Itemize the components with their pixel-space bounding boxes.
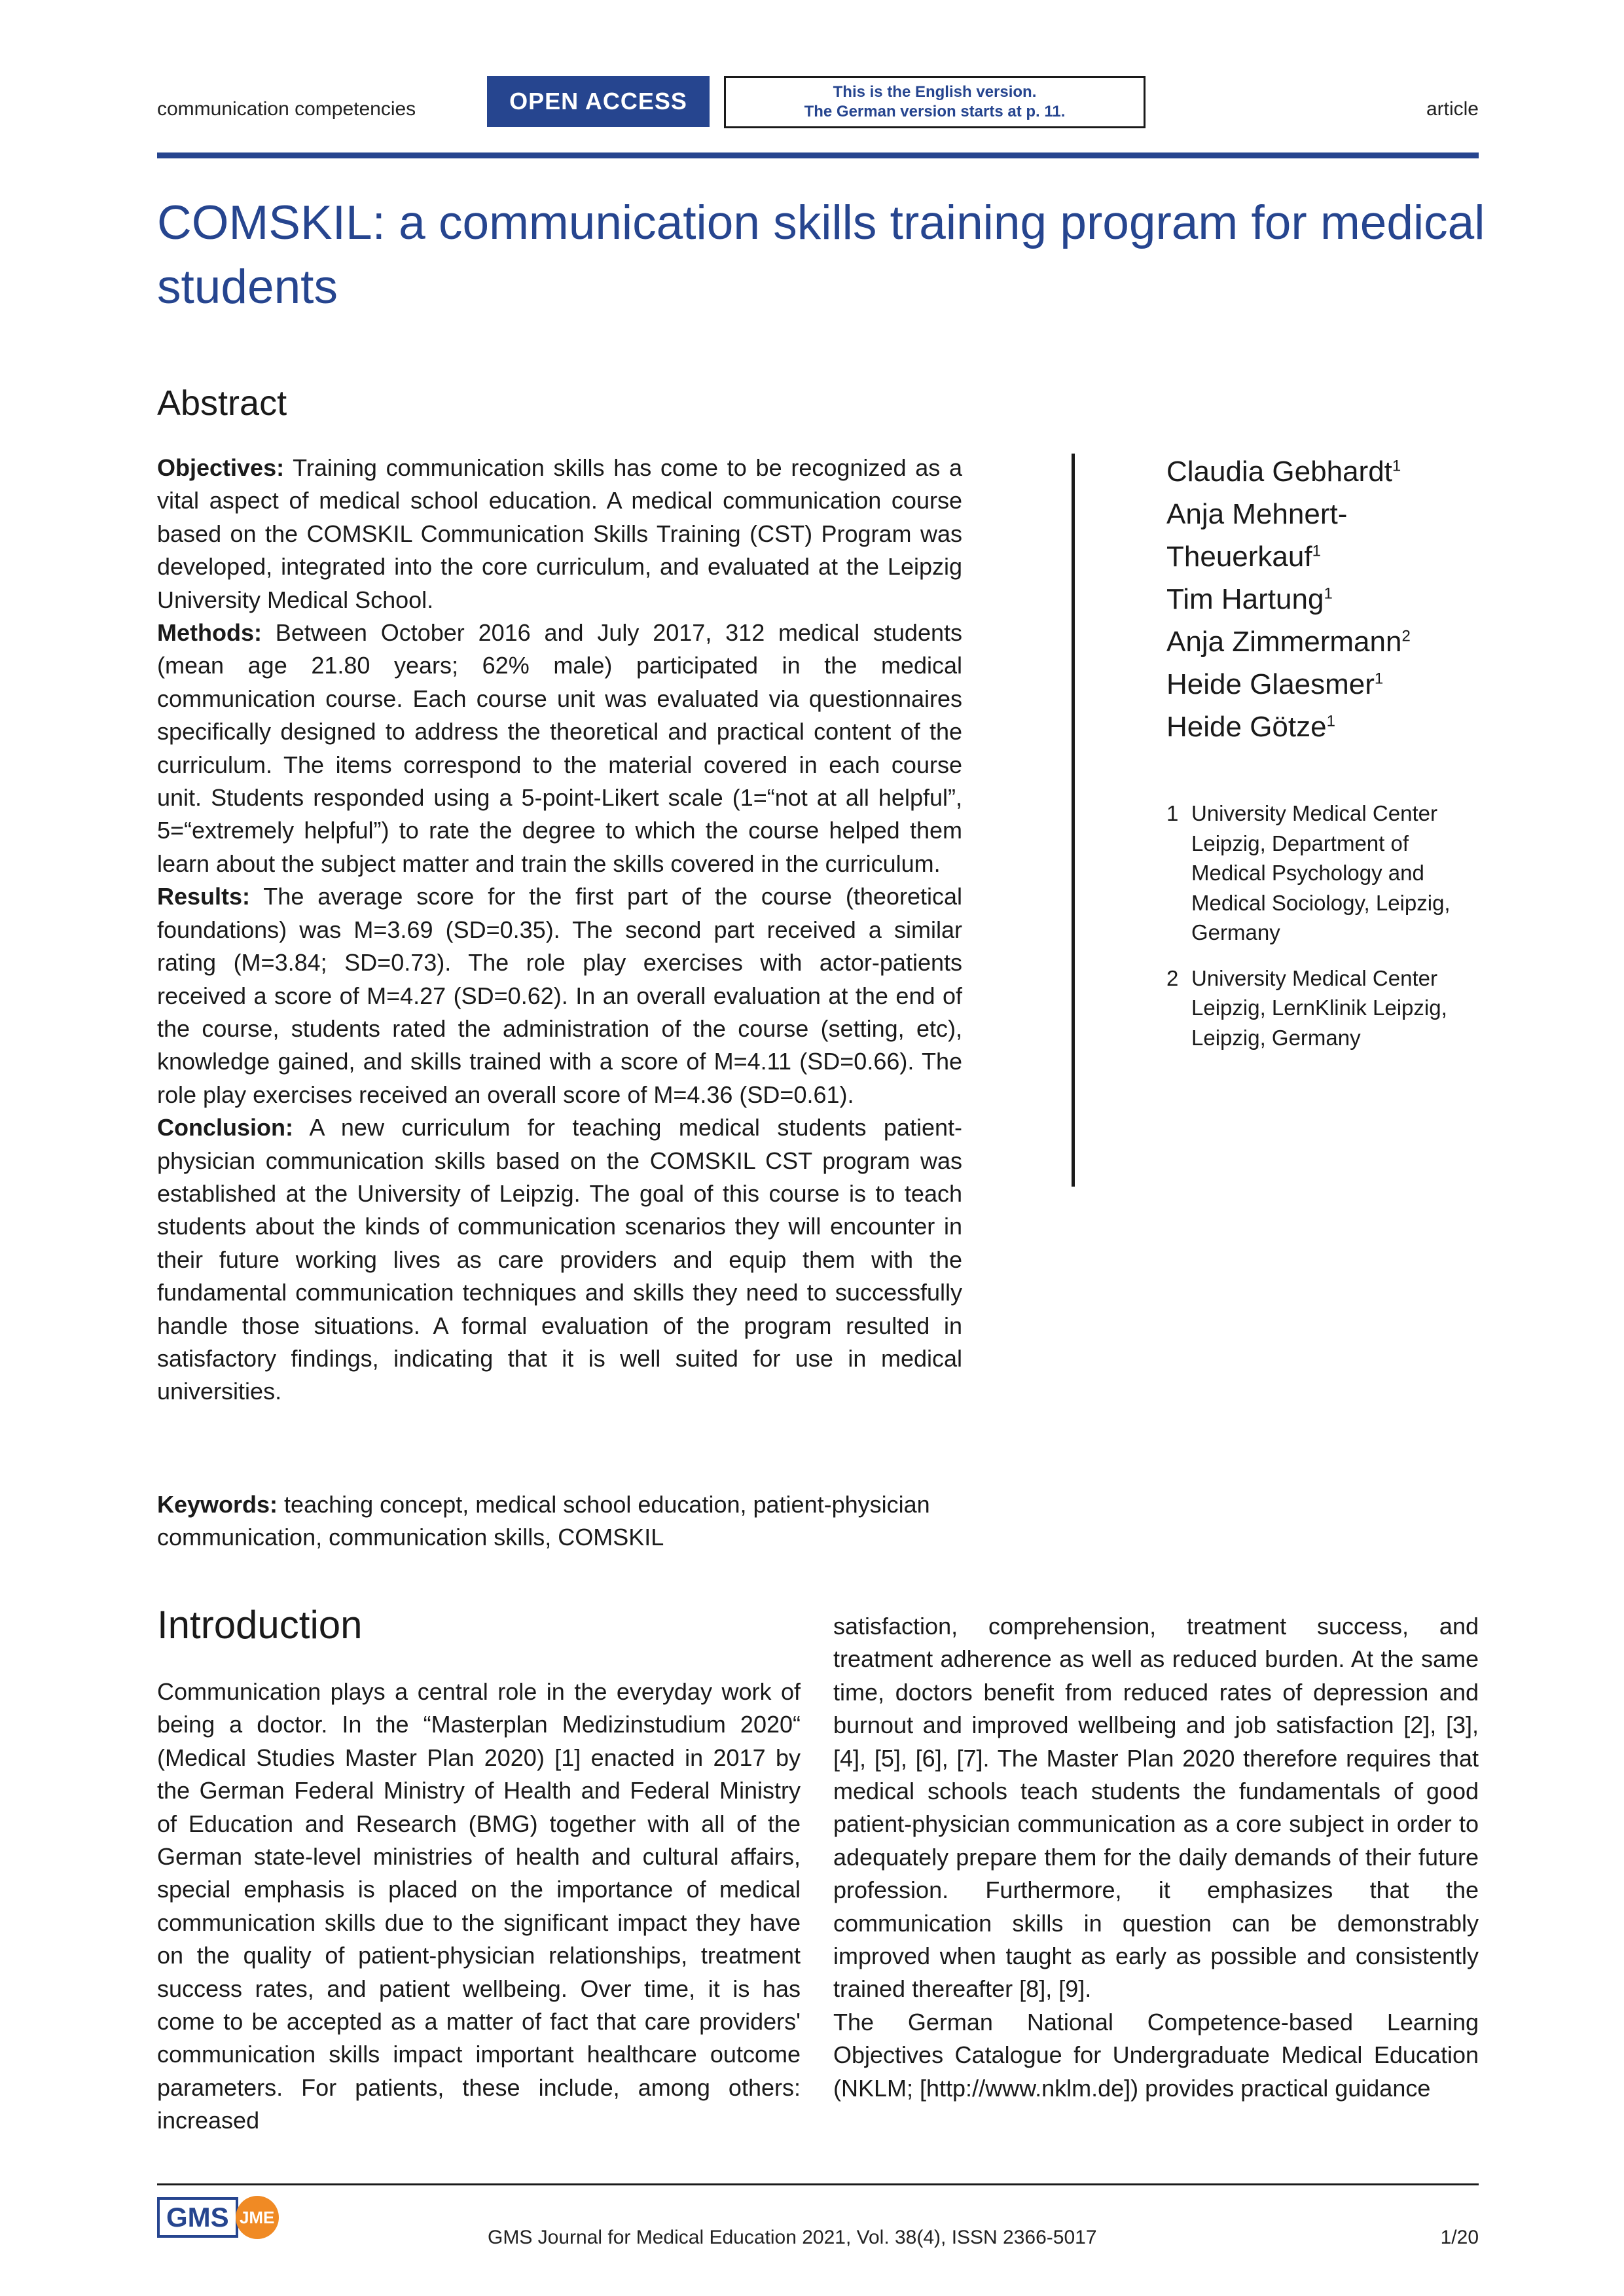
introduction-paragraph: The German National Competence-based Learning Objectives Catalogue for Undergraduate Medical Education (NKLM; [http://www.nklm.de]) provides practical guidance [833, 2008, 1479, 2102]
jme-logo-circle: JME [236, 2196, 279, 2239]
abstract-objectives-text: Training communication skills has come to be recognized as a vital aspect of medical school education. A medical communication course based on the COMSKIL Communication Skills Training (CST) Program was developed, integrated into the core curriculum, and evaluated at the Leipzig University Medical School. [157, 454, 962, 613]
abstract-methods-label: Methods: [157, 619, 262, 647]
article-title: COMSKIL: a communication skills training program for medical students [157, 196, 1485, 314]
abstract-methods-text: Between October 2016 and July 2017, 312 medical students (mean age 21.80 years; 62% male) participated in the medical communication course. Each course unit was evaluated via questionnaires specifically designed to address the theoretical and practical content of the curriculum. The items correspond to the material covered in each course unit. Students responded using a 5-point-Likert scale (1=“not at all helpful”, 5=“extremely helpful”) to rate the degree to which the course helped them learn about the subject matter and train the skills covered in the curriculum. [157, 619, 962, 877]
affiliation-item [1166, 798, 1481, 948]
abstract-side-rule [1072, 454, 1075, 1187]
abstract-conclusion [157, 1111, 962, 1408]
keywords-label: Keywords: [157, 1491, 278, 1518]
author-name: Tim Hartung [1166, 583, 1324, 615]
author-item [1166, 706, 1494, 748]
author-name: Heide Götze [1166, 711, 1327, 743]
author-name: Anja Mehnert-Theuerkauf [1166, 498, 1348, 573]
author-affiliation-mark: 1 [1392, 457, 1401, 475]
introduction-column-left [157, 1676, 801, 2138]
affiliation-text: University Medical Center Leipzig, Department of Medical Psychology and Medical Sociology, Leipzig, Germany [1191, 801, 1451, 944]
gms-logo-text: GMS [157, 2197, 238, 2238]
introduction-paragraph: satisfaction, comprehension, treatment success, and treatment adherence as well as reduced burden. At the same time, doctors benefit from reduced rates of depression and burnout and improved wellbeing and job satisfaction [2], [3], [4], [5], [6], [7]. The Master Plan 2020 therefore requires that medical schools teach students the fundamentals of good patient-physician communication as a core subject in order to adequately prepare them for the daily demands of their future profession. Furthermore, it emphasizes that the communication skills in question can be demonstrably improved when taught as early as possible and consistently trained thereafter [8], [9]. [833, 1613, 1479, 2003]
abstract-conclusion-label: Conclusion: [157, 1114, 293, 1141]
footer-journal-citation: GMS Journal for Medical Education 2021, Vol. 38(4), ISSN 2366-5017 [488, 2227, 1097, 2248]
keywords [157, 1488, 962, 1554]
abstract-results [157, 880, 962, 1111]
author-name: Claudia Gebhardt [1166, 456, 1392, 488]
abstract-objectives [157, 452, 962, 617]
author-affiliation-mark: 2 [1401, 627, 1411, 645]
introduction-heading: Introduction [157, 1603, 363, 1647]
language-notice [724, 76, 1146, 128]
introduction-column-right [833, 1610, 1479, 2105]
affiliation-text: University Medical Center Leipzig, LernKlinik Leipzig, Leipzig, Germany [1191, 965, 1447, 1050]
author-name: Anja Zimmermann [1166, 626, 1402, 658]
abstract-results-label: Results: [157, 883, 251, 910]
author-item [1166, 620, 1494, 663]
language-notice-line-2: The German version starts at p. 11. [804, 103, 1066, 120]
affiliation-list [1166, 798, 1481, 1068]
header-section-label: communication competencies [157, 98, 416, 120]
header-article-type: article [1426, 98, 1479, 120]
affiliation-number: 2 [1166, 965, 1179, 990]
introduction-paragraph: Communication plays a central role in the everyday work of being a doctor. In the “Masterplan Medizinstudium 2020“ (Medical Studies Master Plan 2020) [1] enacted in 2017 by the German Federal Ministry of Health and Federal Ministry of Education and Research (BMG) together with all of the German state-level ministries of health and cultural affairs, special emphasis is placed on the importance of medical communication skills due to the significant impact they have on the quality of patient-physician relationships, treatment success rates, and patient wellbeing. Over time, it is has come to be accepted as a matter of fact that care providers' communication skills impact important healthcare outcome parameters. For patients, these include, among others: increased [157, 1678, 801, 2134]
header-rule [157, 152, 1479, 158]
keywords-text: teaching concept, medical school education, patient-physician communication, communication skills, COMSKIL [157, 1491, 930, 1551]
abstract-objectives-label: Objectives: [157, 454, 285, 481]
abstract-conclusion-text: A new curriculum for teaching medical students patient-physician communication skills based on the COMSKIL CST program was established at the University of Leipzig. The goal of this course is to teach students about the kinds of communication scenarios they will encounter in their future working lives as care providers and equip them with the fundamental communication techniques and skills they need to successfully handle those situations. A formal evaluation of the program resulted in satisfactory findings, indicating that it is well suited for use in medical universities. [157, 1114, 962, 1405]
author-name: Heide Glaesmer [1166, 668, 1375, 700]
abstract-body [157, 452, 962, 1408]
abstract-heading: Abstract [157, 384, 287, 423]
author-item [1166, 578, 1494, 620]
author-affiliation-mark: 1 [1374, 670, 1384, 688]
author-affiliation-mark: 1 [1324, 584, 1333, 603]
footer-rule [157, 2183, 1479, 2185]
abstract-results-text: The average score for the first part of the course (theoretical foundations) was M=3.69 (SD=0.35). The second part received a similar rating (M=3.84; SD=0.73). The role play exercises with actor-patients received a score of M=4.27 (SD=0.62). In an overall evaluation at the end of the course, students rated the administration of the course (setting, etc), knowledge gained, and skills trained with a score of M=4.11 (SD=0.66). The role play exercises received an overall score of M=4.36 (SD=0.61). [157, 883, 962, 1108]
author-affiliation-mark: 1 [1326, 712, 1335, 730]
author-affiliation-mark: 1 [1312, 542, 1321, 560]
author-list [1166, 450, 1494, 748]
open-access-badge: OPEN ACCESS [487, 76, 710, 127]
footer-page-number: 1/20 [1440, 2227, 1479, 2248]
author-item [1166, 493, 1494, 578]
abstract-methods [157, 617, 962, 880]
language-notice-line-1: This is the English version. [833, 83, 1037, 101]
journal-logo [157, 2196, 279, 2239]
author-item [1166, 663, 1494, 706]
author-item [1166, 450, 1494, 493]
affiliation-item [1166, 963, 1481, 1053]
affiliation-number: 1 [1166, 801, 1179, 825]
